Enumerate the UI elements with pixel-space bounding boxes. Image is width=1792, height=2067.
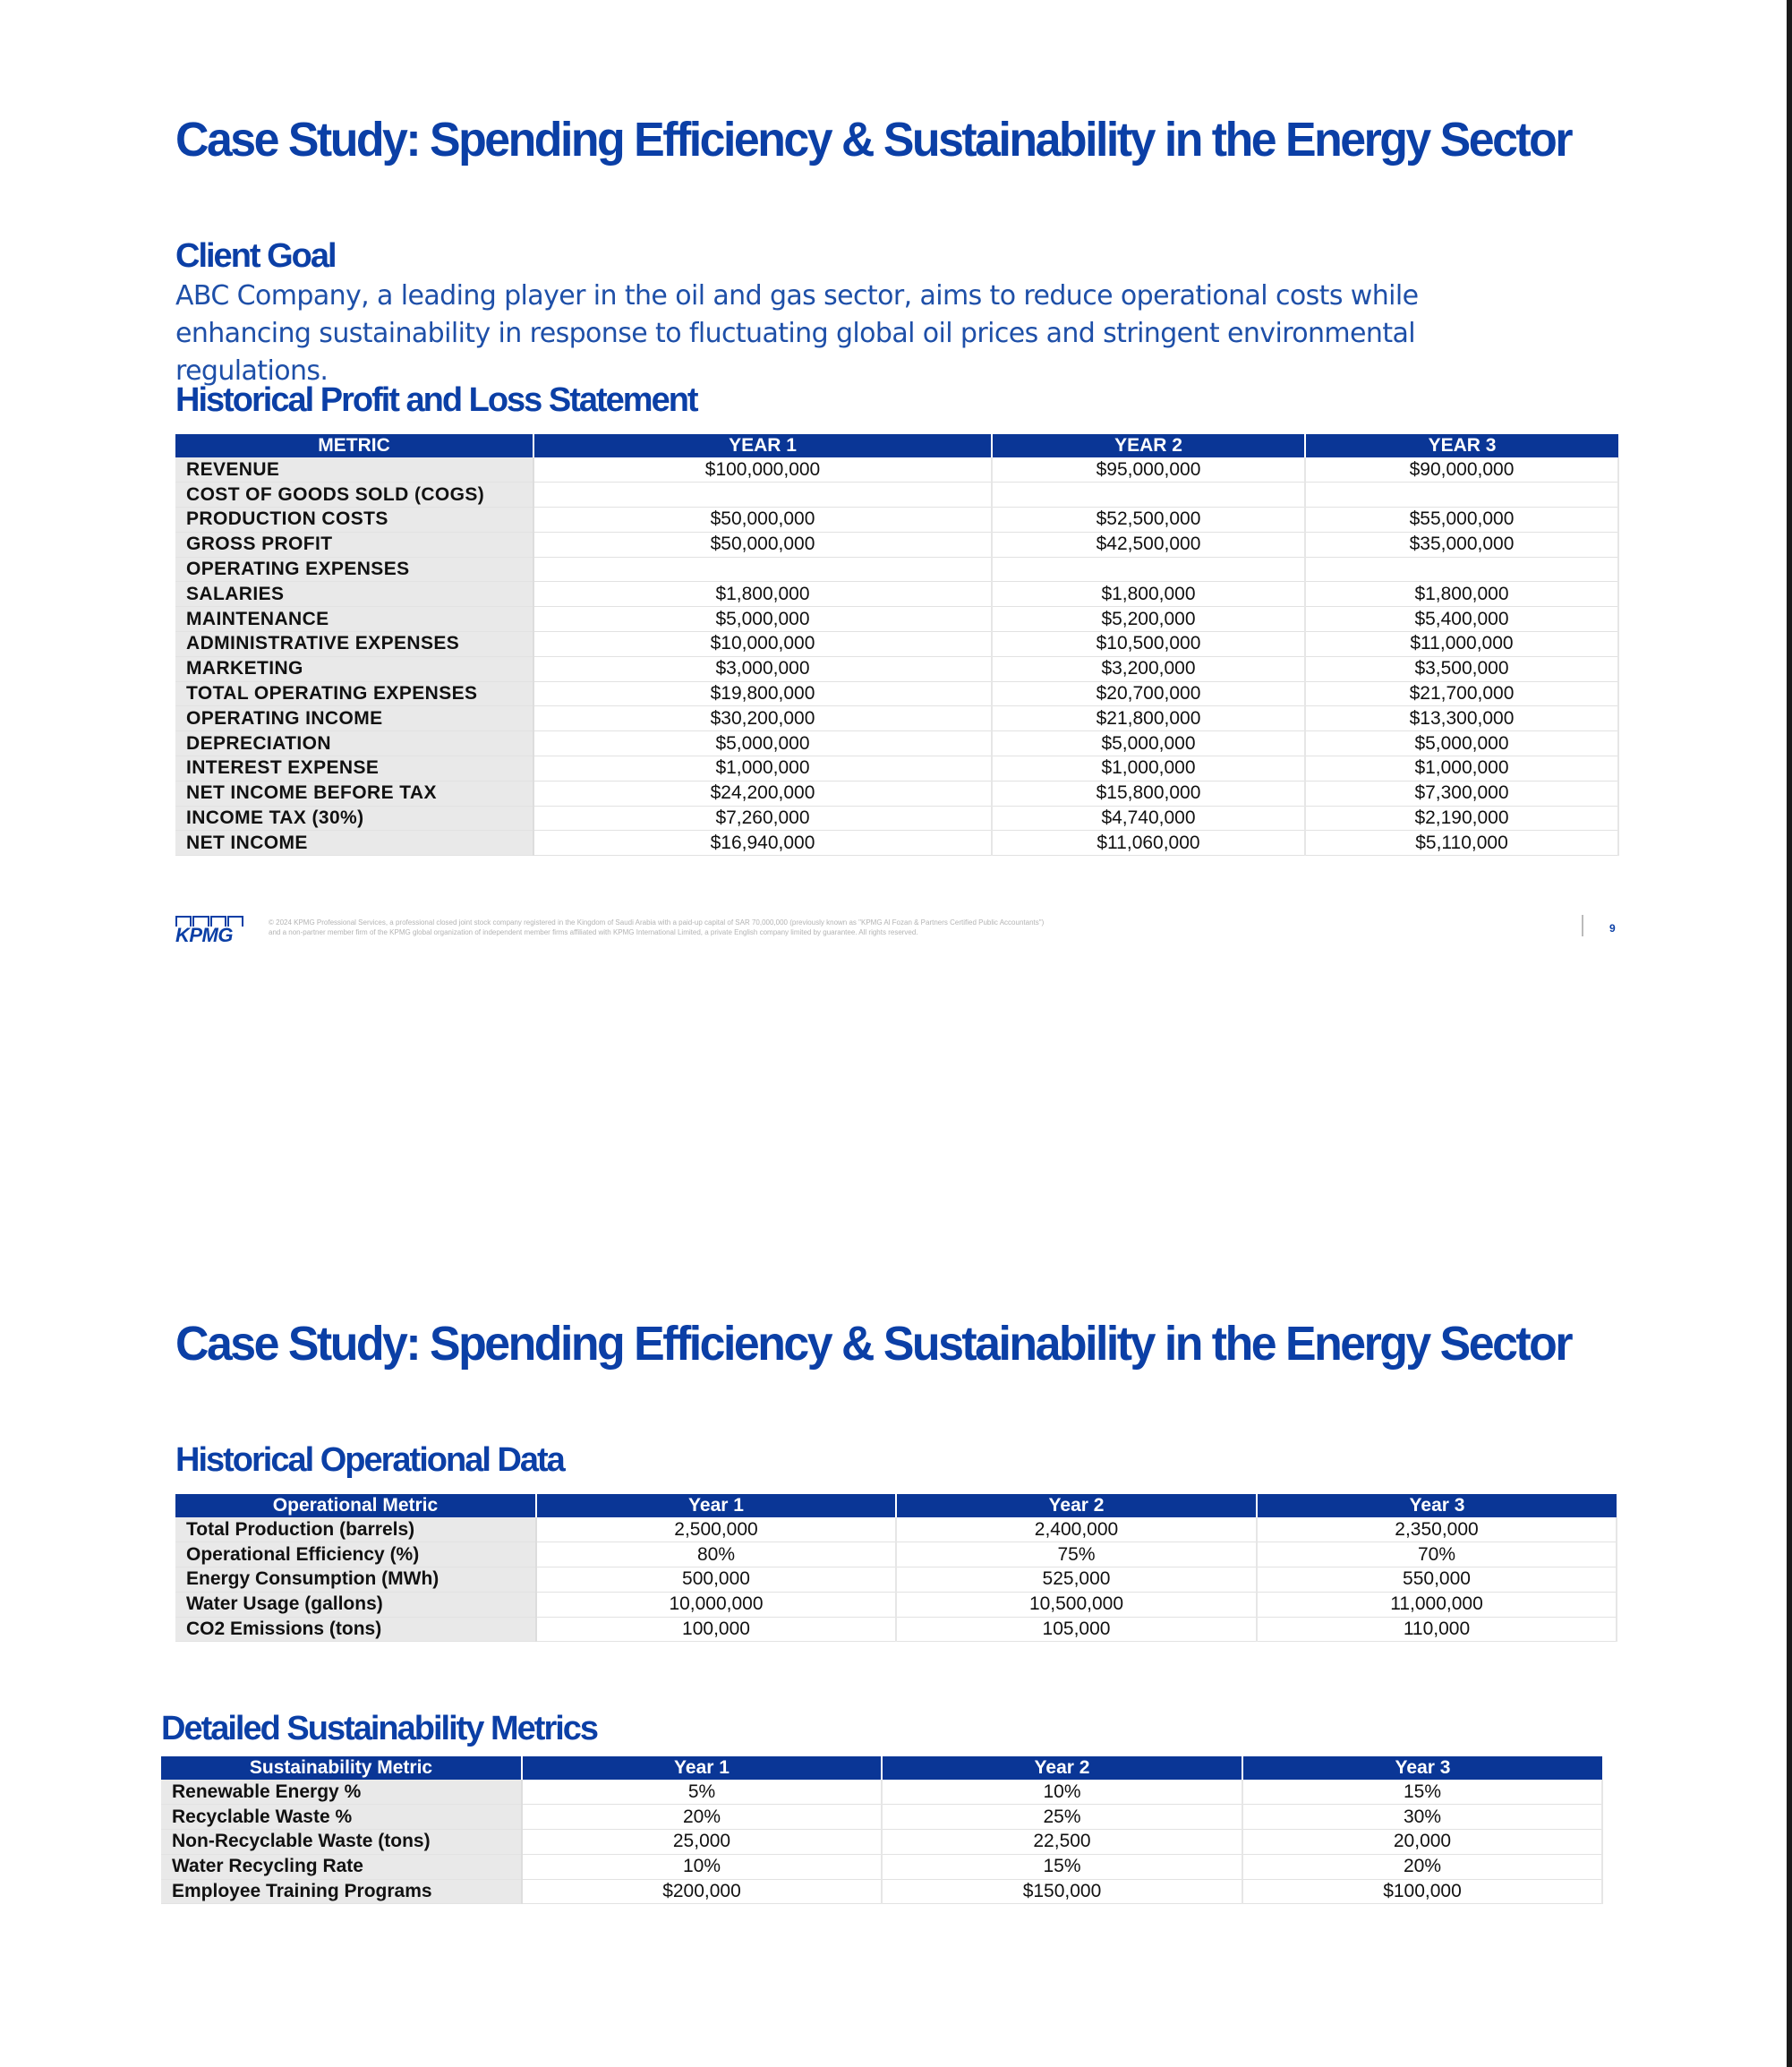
table-cell: $13,300,000 <box>1305 706 1618 731</box>
table-cell: 20% <box>522 1805 882 1830</box>
column-header: Year 2 <box>896 1494 1257 1517</box>
row-label: NET INCOME BEFORE TAX <box>175 781 533 806</box>
table-cell: $35,000,000 <box>1305 532 1618 557</box>
table-cell: 20,000 <box>1242 1830 1602 1855</box>
table-cell: 20% <box>1242 1854 1602 1879</box>
row-label: Employee Training Programs <box>161 1879 522 1904</box>
operational-data-table <box>175 1494 1617 1642</box>
table-cell: $3,500,000 <box>1305 656 1618 681</box>
table-row <box>175 831 1618 856</box>
table-row <box>175 532 1618 557</box>
table-row <box>175 781 1618 806</box>
table-row <box>175 457 1618 483</box>
profit-loss-table <box>175 434 1619 856</box>
table-cell <box>1305 557 1618 582</box>
footer-divider <box>1582 915 1583 936</box>
table-row <box>175 731 1618 756</box>
table-cell: $19,800,000 <box>533 681 992 706</box>
row-label: PRODUCTION COSTS <box>175 508 533 533</box>
row-label: INTEREST EXPENSE <box>175 756 533 782</box>
column-header: YEAR 2 <box>992 434 1305 457</box>
table-cell: $2,190,000 <box>1305 806 1618 831</box>
table-cell: 525,000 <box>896 1567 1257 1593</box>
column-header: Year 3 <box>1242 1756 1602 1780</box>
sustainability-metrics-table <box>161 1756 1603 1904</box>
table-cell: $5,200,000 <box>992 607 1305 632</box>
table-cell: $150,000 <box>882 1879 1242 1904</box>
table-row <box>175 656 1618 681</box>
table-cell: $16,940,000 <box>533 831 992 856</box>
table-row <box>175 1617 1617 1642</box>
table-cell: 2,500,000 <box>536 1517 896 1542</box>
row-label: REVENUE <box>175 457 533 483</box>
table-cell: $7,260,000 <box>533 806 992 831</box>
table-cell: 105,000 <box>896 1617 1257 1642</box>
row-label: ADMINISTRATIVE EXPENSES <box>175 632 533 657</box>
table-header-row <box>175 434 1618 457</box>
table-cell: 100,000 <box>536 1617 896 1642</box>
table-cell: $1,000,000 <box>992 756 1305 782</box>
table-cell: $5,000,000 <box>533 731 992 756</box>
column-header: YEAR 1 <box>533 434 992 457</box>
table-row <box>161 1854 1602 1879</box>
slide-1-title: Case Study: Spending Efficiency & Sustainability in the Energy Sector <box>175 113 1572 167</box>
table-header-row <box>161 1756 1602 1780</box>
table-cell <box>533 483 992 508</box>
column-header: Year 1 <box>536 1494 896 1517</box>
table-cell: 80% <box>536 1542 896 1567</box>
slide-2-title: Case Study: Spending Efficiency & Sustainability in the Energy Sector <box>175 1317 1572 1371</box>
column-header: Year 3 <box>1257 1494 1617 1517</box>
table-row <box>175 632 1618 657</box>
column-header: METRIC <box>175 434 533 457</box>
table-cell: $100,000 <box>1242 1879 1602 1904</box>
table-cell: $11,000,000 <box>1305 632 1618 657</box>
column-header: Operational Metric <box>175 1494 536 1517</box>
table-cell: $52,500,000 <box>992 508 1305 533</box>
table-cell: $3,200,000 <box>992 656 1305 681</box>
column-header: Year 2 <box>882 1756 1242 1780</box>
table-cell: $15,800,000 <box>992 781 1305 806</box>
row-label: MARKETING <box>175 656 533 681</box>
slide-2 <box>0 1191 1792 1996</box>
table-cell: 75% <box>896 1542 1257 1567</box>
table-cell: $5,110,000 <box>1305 831 1618 856</box>
table-cell: $90,000,000 <box>1305 457 1618 483</box>
table-cell: $1,800,000 <box>1305 582 1618 607</box>
table-cell: $50,000,000 <box>533 508 992 533</box>
row-label: Water Recycling Rate <box>161 1854 522 1879</box>
table-cell: $95,000,000 <box>992 457 1305 483</box>
row-label: MAINTENANCE <box>175 607 533 632</box>
table-row <box>175 1592 1617 1617</box>
table-row <box>161 1805 1602 1830</box>
table-row <box>175 508 1618 533</box>
column-header: Sustainability Metric <box>161 1756 522 1780</box>
table-cell: 70% <box>1257 1542 1617 1567</box>
table-cell: $7,300,000 <box>1305 781 1618 806</box>
table-cell <box>533 557 992 582</box>
table-cell: $50,000,000 <box>533 532 992 557</box>
table-row <box>175 1517 1617 1542</box>
row-label: OPERATING EXPENSES <box>175 557 533 582</box>
table-cell <box>1305 483 1618 508</box>
table-cell: 22,500 <box>882 1830 1242 1855</box>
row-label: Renewable Energy % <box>161 1780 522 1805</box>
row-label: Operational Efficiency (%) <box>175 1542 536 1567</box>
table-cell: $1,800,000 <box>533 582 992 607</box>
table-cell: $5,000,000 <box>992 731 1305 756</box>
table-row <box>175 681 1618 706</box>
table-cell: 2,350,000 <box>1257 1517 1617 1542</box>
table-row <box>175 806 1618 831</box>
table-cell <box>992 557 1305 582</box>
table-row <box>175 706 1618 731</box>
table-cell: $1,000,000 <box>1305 756 1618 782</box>
table-header-row <box>175 1494 1617 1517</box>
row-label: Non-Recyclable Waste (tons) <box>161 1830 522 1855</box>
table-cell: $21,800,000 <box>992 706 1305 731</box>
table-cell: $30,200,000 <box>533 706 992 731</box>
table-cell: $10,000,000 <box>533 632 992 657</box>
row-label: SALARIES <box>175 582 533 607</box>
table-cell: $55,000,000 <box>1305 508 1618 533</box>
row-label: TOTAL OPERATING EXPENSES <box>175 681 533 706</box>
pl-heading: Historical Profit and Loss Statement <box>175 381 697 419</box>
table-cell: 30% <box>1242 1805 1602 1830</box>
table-cell <box>992 483 1305 508</box>
client-goal-heading: Client Goal <box>175 237 336 275</box>
page-number: 9 <box>1609 922 1616 935</box>
row-label: NET INCOME <box>175 831 533 856</box>
table-cell: $21,700,000 <box>1305 681 1618 706</box>
table-cell: $4,740,000 <box>992 806 1305 831</box>
table-cell: $200,000 <box>522 1879 882 1904</box>
table-cell: 550,000 <box>1257 1567 1617 1593</box>
kpmg-logo: KPMG <box>175 916 243 943</box>
table-row <box>175 1542 1617 1567</box>
table-row <box>161 1879 1602 1904</box>
table-row <box>161 1780 1602 1805</box>
table-cell: 11,000,000 <box>1257 1592 1617 1617</box>
row-label: OPERATING INCOME <box>175 706 533 731</box>
table-cell: $5,000,000 <box>1305 731 1618 756</box>
table-cell: 5% <box>522 1780 882 1805</box>
operational-data-heading: Historical Operational Data <box>175 1441 564 1479</box>
row-label: GROSS PROFIT <box>175 532 533 557</box>
sustainability-heading: Detailed Sustainability Metrics <box>161 1710 598 1747</box>
client-goal-text: ABC Company, a leading player in the oil and gas sector, aims to reduce operational costs while enhancing sustainability in response to fluctuating global oil prices and stringent environmental regulations. <box>175 280 1419 387</box>
footer-legal-text: © 2024 KPMG Professional Services, a professional closed joint stock company registered in the Kingdom of Saudi Arabia with a paid-up capital of SAR 70,000,000 (previously known as "KPMG Al Fozan & Partners Certified Public Accountants") and a non-partner member firm of the KPMG global organization of independent member firms affiliated with KPMG International Limited, a private English company limited by guarantee. All rights reserved. <box>269 918 1045 936</box>
table-cell: $3,000,000 <box>533 656 992 681</box>
table-cell: 25,000 <box>522 1830 882 1855</box>
table-cell: $24,200,000 <box>533 781 992 806</box>
row-label: Water Usage (gallons) <box>175 1592 536 1617</box>
table-cell: 10% <box>522 1854 882 1879</box>
table-row <box>175 557 1618 582</box>
table-row <box>161 1830 1602 1855</box>
table-cell: $10,500,000 <box>992 632 1305 657</box>
table-cell: $11,060,000 <box>992 831 1305 856</box>
slide-1 <box>0 0 1792 985</box>
table-cell: $42,500,000 <box>992 532 1305 557</box>
table-cell: $1,000,000 <box>533 756 992 782</box>
table-row <box>175 483 1618 508</box>
table-cell: 25% <box>882 1805 1242 1830</box>
table-cell: $20,700,000 <box>992 681 1305 706</box>
row-label: COST OF GOODS SOLD (COGS) <box>175 483 533 508</box>
table-row <box>175 756 1618 782</box>
table-cell: 10% <box>882 1780 1242 1805</box>
table-cell: $5,000,000 <box>533 607 992 632</box>
row-label: INCOME TAX (30%) <box>175 806 533 831</box>
row-label: DEPRECIATION <box>175 731 533 756</box>
table-cell: $1,800,000 <box>992 582 1305 607</box>
table-cell: $100,000,000 <box>533 457 992 483</box>
table-cell: 15% <box>882 1854 1242 1879</box>
row-label: Recyclable Waste % <box>161 1805 522 1830</box>
table-cell: 110,000 <box>1257 1617 1617 1642</box>
table-row <box>175 1567 1617 1593</box>
table-row <box>175 607 1618 632</box>
table-cell: 10,500,000 <box>896 1592 1257 1617</box>
table-cell: 10,000,000 <box>536 1592 896 1617</box>
table-cell: $5,400,000 <box>1305 607 1618 632</box>
column-header: Year 1 <box>522 1756 882 1780</box>
table-cell: 500,000 <box>536 1567 896 1593</box>
row-label: Total Production (barrels) <box>175 1517 536 1542</box>
table-cell: 15% <box>1242 1780 1602 1805</box>
table-cell: 2,400,000 <box>896 1517 1257 1542</box>
row-label: CO2 Emissions (tons) <box>175 1617 536 1642</box>
row-label: Energy Consumption (MWh) <box>175 1567 536 1593</box>
table-row <box>175 582 1618 607</box>
column-header: YEAR 3 <box>1305 434 1618 457</box>
